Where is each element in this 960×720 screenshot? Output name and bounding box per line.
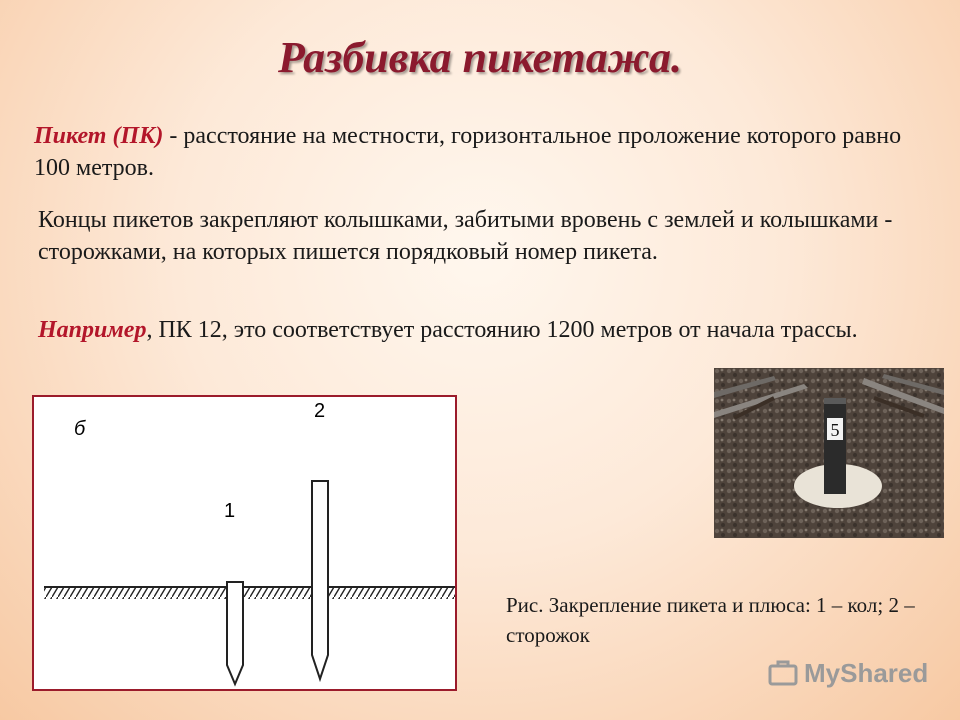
stake-diagram-svg [34, 397, 455, 689]
photo-svg [714, 368, 944, 538]
figure-caption: Рис. Закрепление пикета и плюса: 1 – кол; 2 – сторожок [506, 593, 915, 647]
stake-1 [227, 582, 243, 684]
myshared-logo-icon [768, 660, 798, 688]
definition-text: - расстояние на местности, горизонтальное проложение которого равно 100 метров. [34, 123, 902, 181]
definition-paragraph [34, 120, 934, 184]
example-term: Например [38, 317, 147, 343]
stake-diagram [32, 395, 457, 691]
stake-2-guard [312, 481, 328, 679]
diagram-label-1: 1 [224, 500, 236, 522]
example-text: , ПК 12, это соответствует расстоянию 1200 метров от начала трассы. [146, 317, 858, 343]
ground-hatch [44, 587, 455, 599]
watermark [768, 658, 928, 689]
railway-picket-photo [714, 368, 944, 538]
slide-title: Разбивка пикетажа. [277, 33, 683, 82]
watermark-text: MyShared [804, 658, 929, 688]
stakes-paragraph: Концы пикетов закрепляют колышками, забитыми вровень с землей и колышками - сторожками, на которых пишется порядковый номер пикета. [38, 207, 893, 265]
definition-term: Пикет (ПК) [34, 123, 164, 149]
example-paragraph [38, 314, 948, 346]
photo-sign-number: 5 [830, 420, 840, 440]
diagram-label-b: б [74, 418, 86, 440]
diagram-label-2: 2 [314, 400, 326, 422]
